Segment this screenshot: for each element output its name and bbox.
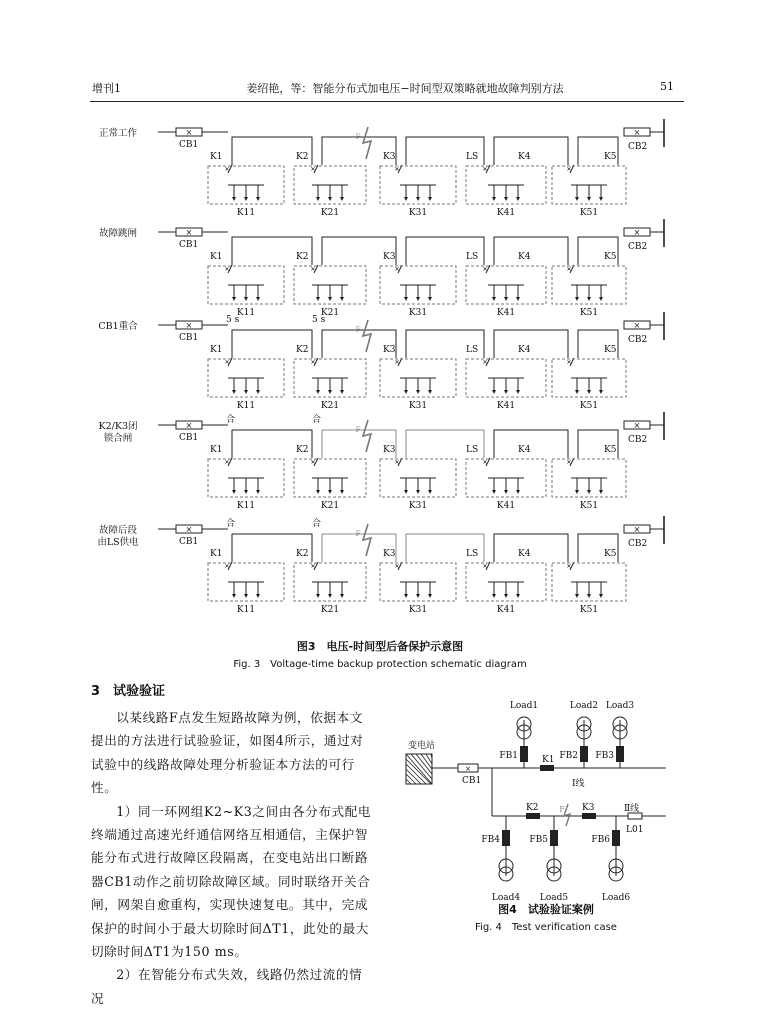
switch-label-ls: LS xyxy=(466,152,479,162)
switch-label-ls: LS xyxy=(466,445,479,455)
switch-mark: ✕ xyxy=(224,563,230,570)
load-arrow xyxy=(244,297,248,301)
cb1-label: CB1 xyxy=(179,433,199,443)
load-arrow xyxy=(232,390,236,394)
feeder-breaker xyxy=(616,746,624,762)
switch-mark: ✕ xyxy=(482,563,488,570)
load-arrow xyxy=(316,390,320,394)
switch-label-k5: K5 xyxy=(604,345,617,355)
load-arrow xyxy=(599,297,603,301)
breaker-x-mark: × xyxy=(465,765,471,773)
load-arrow xyxy=(587,297,591,301)
load-arrow xyxy=(599,594,603,598)
switch-mark: ✕ xyxy=(482,266,488,273)
switch-label-k4: K4 xyxy=(518,345,531,355)
cb1-label: CB1 xyxy=(462,776,482,786)
switch-label-k4: K4 xyxy=(518,152,531,162)
load-branch xyxy=(499,701,538,768)
line-2-label: Ⅱ线 xyxy=(624,804,640,814)
load-arrow xyxy=(587,390,591,394)
switch-label-k2: K2 xyxy=(296,152,309,162)
panel-2 xyxy=(99,219,664,318)
fb-label: FB4 xyxy=(481,835,500,845)
panel-state-label: 故障跳闸 xyxy=(98,228,138,239)
figure-4-diagram xyxy=(396,690,686,900)
unit-label: K11 xyxy=(236,605,256,615)
load-arrow xyxy=(587,197,591,201)
switch-mark: ✕ xyxy=(482,166,488,173)
load-arrow xyxy=(416,197,420,201)
load-arrow xyxy=(232,490,236,494)
unit-label: K51 xyxy=(579,308,599,318)
unit-label: K51 xyxy=(579,501,599,511)
timer-mark: 合 xyxy=(226,519,236,529)
load-arrow xyxy=(587,594,591,598)
load-arrow xyxy=(244,197,248,201)
timer-mark: 合 xyxy=(226,415,236,425)
load-arrow xyxy=(428,490,432,494)
cb2-label: CB2 xyxy=(628,435,648,445)
cb1-label: CB1 xyxy=(179,333,199,343)
load-arrow xyxy=(516,390,520,394)
switch-label-k1: K1 xyxy=(210,152,223,162)
switch-label-k4: K4 xyxy=(518,549,531,559)
load-arrow xyxy=(232,594,236,598)
switch-label-k1: K1 xyxy=(210,549,223,559)
feeder-breaker xyxy=(612,830,620,846)
load-arrow xyxy=(516,197,520,201)
load-arrow xyxy=(328,197,332,201)
switch-label-k3: K3 xyxy=(383,252,396,262)
load-arrow xyxy=(256,490,260,494)
body-text xyxy=(91,706,375,1010)
k2-switch xyxy=(526,813,540,819)
load-arrow xyxy=(256,390,260,394)
timer-mark: 5 s xyxy=(312,315,326,325)
breaker-x-mark: × xyxy=(633,128,641,137)
load-arrow xyxy=(340,197,344,201)
unit-label: K11 xyxy=(236,401,256,411)
paragraph-1: 以某线路F点发生短路故障为例，依据本文提出的方法进行试验验证，如图4所示，通过对试验中的线路故障处理分析验证本方法的可行性。 xyxy=(91,710,364,796)
k3-label: K3 xyxy=(582,803,595,813)
feeder-breaker xyxy=(520,746,528,762)
load-label: Load3 xyxy=(605,701,635,711)
unit-label: K41 xyxy=(496,208,516,218)
cb2-label: CB2 xyxy=(628,142,648,152)
load-arrow xyxy=(575,390,579,394)
load-arrow xyxy=(244,390,248,394)
unit-label: K41 xyxy=(496,308,516,318)
unit-label: K31 xyxy=(408,208,428,218)
load-arrow xyxy=(428,390,432,394)
unit-label: K21 xyxy=(320,401,340,411)
switch-label-k3: K3 xyxy=(383,152,396,162)
panel-state-label: K2/K3闭 xyxy=(98,421,138,432)
cb1-label: CB1 xyxy=(179,240,199,250)
load-branch xyxy=(595,701,634,768)
switch-mark: ✕ xyxy=(566,266,572,273)
load-arrow xyxy=(575,297,579,301)
load-arrow xyxy=(416,490,420,494)
load-arrow xyxy=(316,490,320,494)
load-arrow xyxy=(328,594,332,598)
unit-label: K21 xyxy=(320,208,340,218)
load-arrow xyxy=(504,197,508,201)
load-arrow xyxy=(256,297,260,301)
panel-5 xyxy=(97,516,664,615)
switch-mark: ✕ xyxy=(394,459,400,466)
load-arrow xyxy=(340,490,344,494)
fault-label: F xyxy=(355,426,361,434)
breaker-x-mark: × xyxy=(185,421,193,430)
fb-label: FB3 xyxy=(595,751,614,761)
unit-label: K51 xyxy=(579,605,599,615)
panel-state-label: 故障后段 xyxy=(98,525,138,536)
load-arrow xyxy=(404,297,408,301)
breaker-x-mark: × xyxy=(633,228,641,237)
switch-label-k1: K1 xyxy=(210,445,223,455)
feeder-loop-segment xyxy=(494,237,568,265)
load-arrow xyxy=(492,197,496,201)
switch-mark: ✕ xyxy=(310,166,316,173)
panel-state-label: CB1重合 xyxy=(98,321,138,332)
switch-label-k2: K2 xyxy=(296,445,309,455)
load-arrow xyxy=(256,594,260,598)
unit-label: K31 xyxy=(408,605,428,615)
load-arrow xyxy=(416,594,420,598)
cb1-label: CB1 xyxy=(179,140,199,150)
breaker-x-mark: × xyxy=(185,525,193,534)
load-arrow xyxy=(416,390,420,394)
switch-mark: ✕ xyxy=(224,359,230,366)
unit-label: K11 xyxy=(236,501,256,511)
feeder-breaker xyxy=(550,830,558,846)
load-arrow xyxy=(340,594,344,598)
section-heading: 3 试验验证 xyxy=(91,684,166,699)
k1-switch xyxy=(540,765,554,771)
cb2-label: CB2 xyxy=(628,539,648,549)
unit-label: K21 xyxy=(320,308,340,318)
cb2-label: CB2 xyxy=(628,335,648,345)
unit-label: K41 xyxy=(496,501,516,511)
load-arrow xyxy=(587,490,591,494)
load-label: Load6 xyxy=(601,893,631,900)
panel-state-label: 正常工作 xyxy=(98,128,138,139)
load-label: Load4 xyxy=(491,893,521,900)
feeder-loop-segment xyxy=(494,534,568,562)
load-arrow xyxy=(416,297,420,301)
l01-label: L01 xyxy=(626,825,644,835)
load-arrow xyxy=(328,297,332,301)
load-arrow xyxy=(516,594,520,598)
load-arrow xyxy=(316,197,320,201)
load-arrow xyxy=(328,390,332,394)
fault-label: F xyxy=(355,326,361,334)
load-arrow xyxy=(340,390,344,394)
unit-label: K11 xyxy=(236,208,256,218)
switch-mark: ✕ xyxy=(310,266,316,273)
unit-label: K31 xyxy=(408,501,428,511)
panel-3 xyxy=(98,312,664,411)
switch-mark: ✕ xyxy=(224,166,230,173)
fault-lightning xyxy=(363,320,371,352)
load-label: Load5 xyxy=(539,893,569,900)
breaker-x-mark: × xyxy=(633,525,641,534)
load-arrow xyxy=(256,197,260,201)
load-branch xyxy=(481,816,520,900)
cb1-label: CB1 xyxy=(179,537,199,547)
feeder-loop-segment xyxy=(494,137,568,165)
load-arrow xyxy=(404,490,408,494)
header-running-title: 姜绍艳，等：智能分布式加电压−时间型双策略就地故障判别方法 xyxy=(246,82,564,95)
timer-mark: 合 xyxy=(312,415,322,425)
load-arrow xyxy=(516,490,520,494)
load-arrow xyxy=(599,390,603,394)
load-arrow xyxy=(340,297,344,301)
load-arrow xyxy=(504,490,508,494)
unit-label: K21 xyxy=(320,605,340,615)
load-arrow xyxy=(599,197,603,201)
switch-label-k5: K5 xyxy=(604,252,617,262)
breaker-x-mark: × xyxy=(633,421,641,430)
switch-label-k4: K4 xyxy=(518,445,531,455)
unit-label: K31 xyxy=(408,401,428,411)
unit-label: K11 xyxy=(236,308,256,318)
switch-label-k4: K4 xyxy=(518,252,531,262)
k3-switch xyxy=(582,813,596,819)
timer-mark: 5 s xyxy=(226,315,240,325)
load-arrow xyxy=(244,490,248,494)
load-arrow xyxy=(428,197,432,201)
header-page-number: 51 xyxy=(660,80,674,93)
switch-mark: ✕ xyxy=(310,563,316,570)
load-arrow xyxy=(428,594,432,598)
figure-3-caption-cn: 图3 电压-时间型后备保护示意图 xyxy=(296,640,464,653)
load-label: Load2 xyxy=(569,701,599,711)
load-branch xyxy=(529,816,568,900)
fault-lightning xyxy=(564,804,570,826)
panel-4 xyxy=(99,412,664,511)
fb-label: FB5 xyxy=(529,835,548,845)
load-arrow xyxy=(232,197,236,201)
load-arrow xyxy=(504,297,508,301)
switch-label-k3: K3 xyxy=(383,445,396,455)
k1-label: K1 xyxy=(542,755,555,765)
unit-label: K21 xyxy=(320,501,340,511)
timer-mark: 合 xyxy=(312,519,322,529)
load-arrow xyxy=(404,197,408,201)
switch-mark: ✕ xyxy=(224,459,230,466)
paragraph-2: 1）同一环网组K2~K3之间由各分布式配电终端通过高速光纤通信网络互相通信，主保护智能分布式进行故障区段隔离，在变电站出口断路器CB1动作之前切除故障区域。同时联络开关合闸，网架自愈重构，实现快速复电。其中，完成保护的时间小于最大切除时间ΔT1，此处的最大切除时间ΔT1为150 ms。 xyxy=(91,803,372,960)
switch-label-k3: K3 xyxy=(383,549,396,559)
paragraph-3: 2）在智能分布式失效，线路仍然过流的情况 xyxy=(91,967,363,1006)
load-arrow xyxy=(328,490,332,494)
load-arrow xyxy=(599,490,603,494)
switch-label-k2: K2 xyxy=(296,549,309,559)
switch-label-k5: K5 xyxy=(604,152,617,162)
fb-label: FB6 xyxy=(591,835,610,845)
fault-label: F xyxy=(559,805,565,814)
switch-label-ls: LS xyxy=(466,549,479,559)
switch-mark: ✕ xyxy=(394,359,400,366)
feeder-breaker xyxy=(580,746,588,762)
panel-state-label: 锁合闸 xyxy=(103,433,133,444)
switch-label-k3: K3 xyxy=(383,345,396,355)
header-journal-issue: 增刊1 xyxy=(92,82,121,95)
switch-mark: ✕ xyxy=(394,563,400,570)
load-arrow xyxy=(492,390,496,394)
switch-mark: ✕ xyxy=(224,266,230,273)
substation-label: 变电站 xyxy=(408,741,436,751)
k2-label: K2 xyxy=(526,803,539,813)
fault-label: F xyxy=(355,530,361,538)
unit-label: K41 xyxy=(496,605,516,615)
unit-label: K31 xyxy=(408,308,428,318)
switch-label-ls: LS xyxy=(466,252,479,262)
load-arrow xyxy=(492,297,496,301)
fault-label: F xyxy=(355,133,361,141)
feeder-breaker xyxy=(502,830,510,846)
switch-mark: ✕ xyxy=(310,359,316,366)
load-label: Load1 xyxy=(509,701,539,711)
load-arrow xyxy=(516,297,520,301)
fault-lightning xyxy=(363,524,371,556)
figure-4-caption-cn: 图4 试验验证案例 xyxy=(498,903,594,916)
load-arrow xyxy=(316,297,320,301)
switch-label-k1: K1 xyxy=(210,345,223,355)
line-1-label: Ⅰ线 xyxy=(572,779,585,789)
load-arrow xyxy=(575,594,579,598)
switch-mark: ✕ xyxy=(394,266,400,273)
panel-state-label: 由LS供电 xyxy=(97,537,139,548)
unit-label: K51 xyxy=(579,401,599,411)
load-arrow xyxy=(428,297,432,301)
load-arrow xyxy=(504,594,508,598)
unit-label: K51 xyxy=(579,208,599,218)
figure-3-caption-en: Fig. 3 Voltage-time backup protection schematic diagram xyxy=(233,659,527,670)
breaker-x-mark: × xyxy=(185,128,193,137)
load-branch xyxy=(591,816,630,900)
load-arrow xyxy=(244,594,248,598)
figure-4-caption-en: Fig. 4 Test verification case xyxy=(475,922,617,933)
load-arrow xyxy=(492,490,496,494)
load-arrow xyxy=(404,390,408,394)
switch-mark: ✕ xyxy=(566,166,572,173)
switch-mark: ✕ xyxy=(566,359,572,366)
switch-mark: ✕ xyxy=(482,459,488,466)
switch-mark: ✕ xyxy=(566,563,572,570)
switch-mark: ✕ xyxy=(482,359,488,366)
load-arrow xyxy=(404,594,408,598)
switch-label-k2: K2 xyxy=(296,252,309,262)
switch-mark: ✕ xyxy=(566,459,572,466)
switch-mark: ✕ xyxy=(394,166,400,173)
unit-label: K41 xyxy=(496,401,516,411)
switch-label-k5: K5 xyxy=(604,445,617,455)
switch-label-k5: K5 xyxy=(604,549,617,559)
fault-lightning xyxy=(363,127,371,159)
fb-label: FB2 xyxy=(559,751,578,761)
switch-label-k2: K2 xyxy=(296,345,309,355)
breaker-x-mark: × xyxy=(185,321,193,330)
feeder-loop-segment xyxy=(494,330,568,358)
breaker-x-mark: × xyxy=(185,228,193,237)
panel-1 xyxy=(99,119,664,218)
load-arrow xyxy=(575,197,579,201)
fb-label: FB1 xyxy=(499,751,518,761)
load-arrow xyxy=(316,594,320,598)
switch-label-k1: K1 xyxy=(210,252,223,262)
switch-mark: ✕ xyxy=(310,459,316,466)
load-arrow xyxy=(504,390,508,394)
breaker-x-mark: × xyxy=(633,321,641,330)
cb2-label: CB2 xyxy=(628,242,648,252)
load-arrow xyxy=(232,297,236,301)
load-arrow xyxy=(575,490,579,494)
feeder-loop-segment xyxy=(494,430,568,458)
load-branch xyxy=(559,701,598,768)
load-arrow xyxy=(492,594,496,598)
switch-label-ls: LS xyxy=(466,345,479,355)
fault-lightning xyxy=(363,420,371,452)
